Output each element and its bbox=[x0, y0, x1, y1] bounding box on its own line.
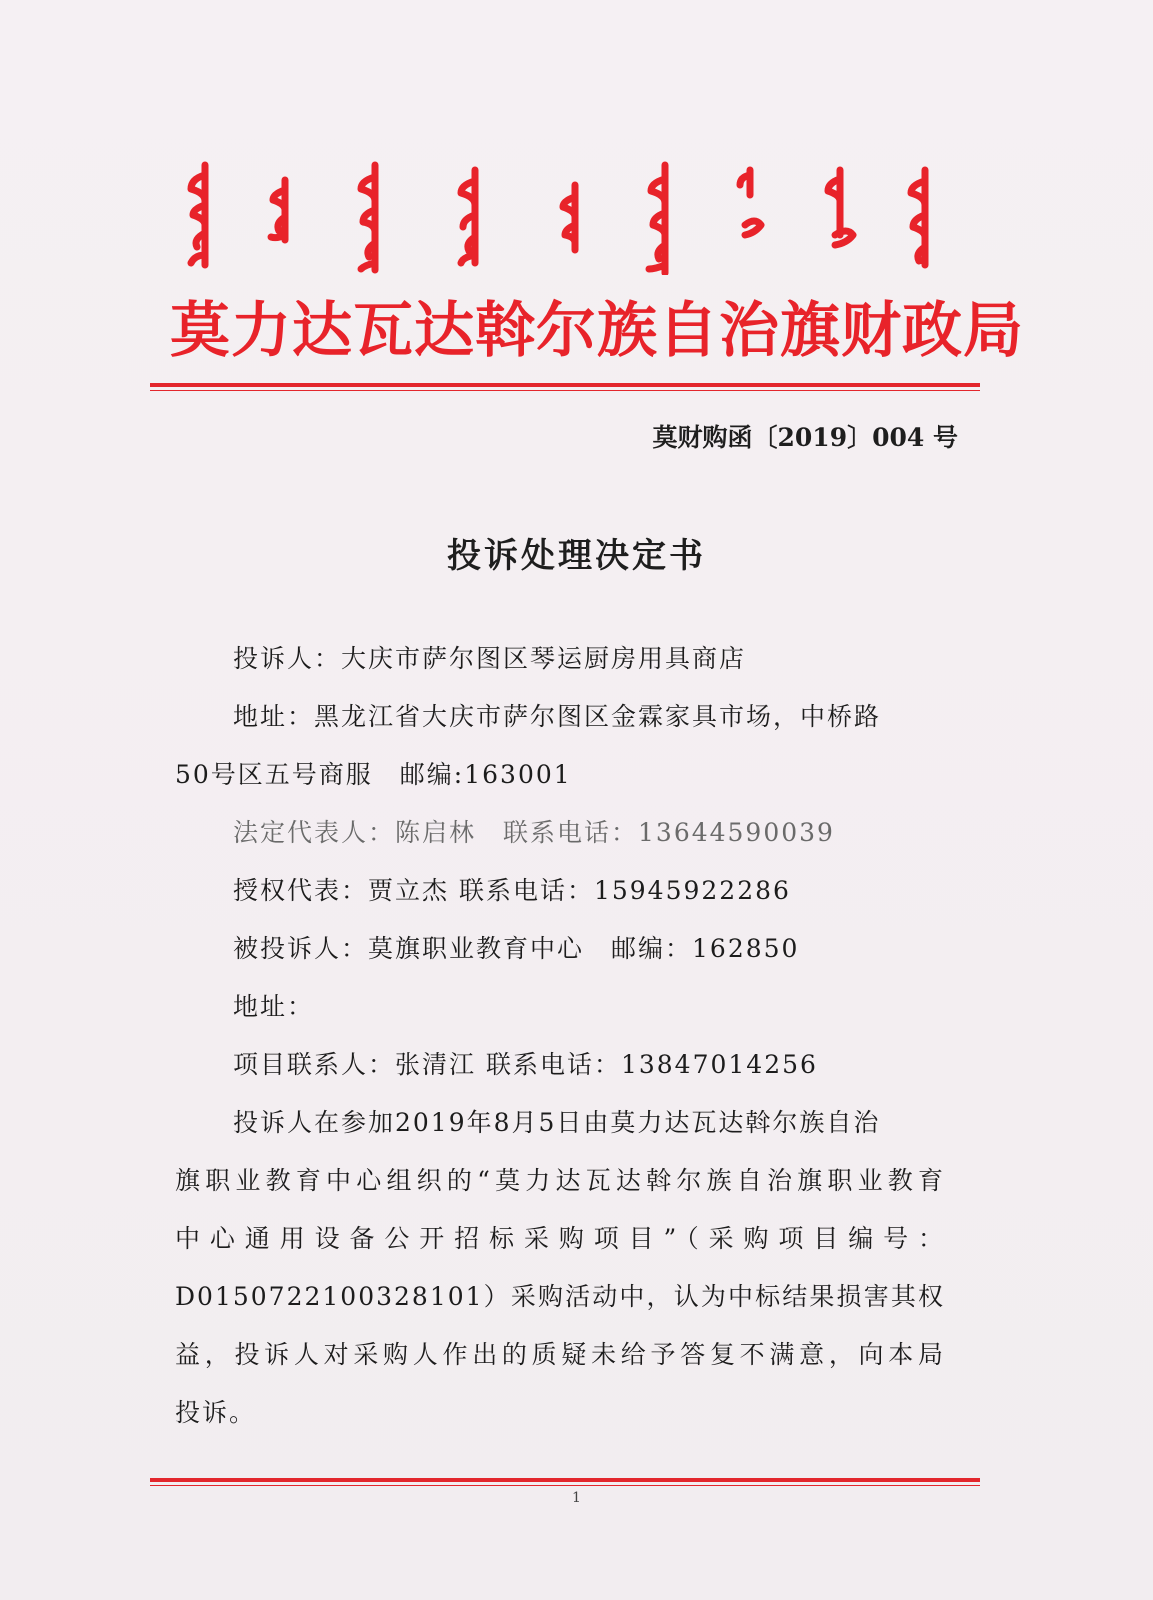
paragraph-line-4: D0150722100328101）采购活动中，认为中标结果损害其权 bbox=[175, 1282, 945, 1311]
paragraph-line-5: 益，投诉人对采购人作出的质疑未给予答复不满意，向本局 bbox=[175, 1340, 945, 1369]
footer-rule-thin bbox=[150, 1485, 980, 1486]
header-rule-thin bbox=[150, 390, 980, 391]
complainant-address-line-1: 地址：黑龙江省大庆市萨尔图区金霖家具市场，中桥路 bbox=[233, 702, 882, 731]
authorized-representative-line: 授权代表：贾立杰 联系电话：15945922286 bbox=[233, 876, 791, 905]
paragraph-line-6: 投诉。 bbox=[175, 1398, 257, 1427]
document-number: 莫财购函〔2019〕004 号 bbox=[652, 423, 958, 452]
page-number: 1 bbox=[572, 1490, 581, 1506]
project-contact-line: 项目联系人：张清江 联系电话：13847014256 bbox=[233, 1050, 818, 1079]
document-title: 投诉处理决定书 bbox=[447, 536, 706, 576]
header-rule-thick bbox=[150, 383, 980, 387]
respondent-line: 被投诉人：莫旗职业教育中心 邮编：162850 bbox=[233, 934, 800, 963]
mongolian-script-logo bbox=[175, 155, 965, 275]
legal-representative-line: 法定代表人：陈启林 联系电话：13644590039 bbox=[233, 818, 835, 847]
mongolian-script-header bbox=[175, 155, 965, 275]
paragraph-line-2: 旗职业教育中心组织的“莫力达瓦达斡尔族自治旗职业教育 bbox=[175, 1166, 945, 1195]
document-body bbox=[175, 630, 945, 1442]
complainant-line: 投诉人：大庆市萨尔图区琴运厨房用具商店 bbox=[233, 644, 747, 673]
paragraph-line-3: 中心通用设备公开招标采购项目”（采购项目编号： bbox=[175, 1224, 945, 1253]
complainant-address-line-2: 50号区五号商服 邮编:163001 bbox=[175, 760, 572, 789]
footer-rule-thick bbox=[150, 1478, 980, 1482]
issuing-authority-title: 莫力达瓦达斡尔族自治旗财政局 bbox=[170, 296, 1024, 366]
paragraph-line-1: 投诉人在参加2019年8月5日由莫力达瓦达斡尔族自治 bbox=[233, 1108, 881, 1137]
respondent-address-line: 地址： bbox=[233, 992, 315, 1021]
